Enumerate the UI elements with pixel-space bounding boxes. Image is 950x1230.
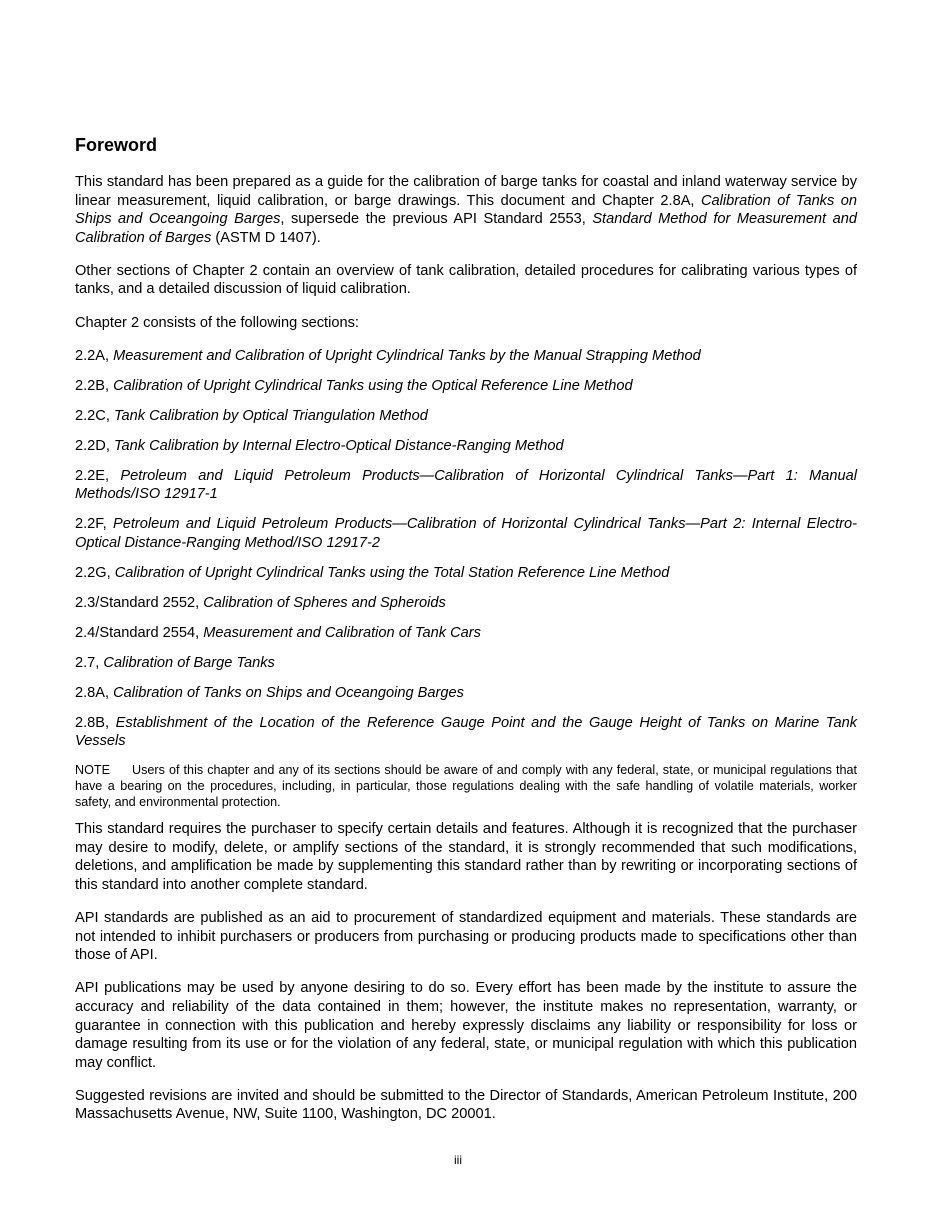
section-title: Calibration of Barge Tanks	[103, 654, 275, 671]
section-number: 2.8A,	[75, 684, 114, 701]
section-title: Measurement and Calibration of Tank Cars	[203, 624, 481, 641]
intro-title-barges: Standard Method for Measurement and Calibration of Barges	[75, 211, 857, 246]
list-item	[75, 347, 857, 366]
page-number: iii	[454, 1153, 462, 1167]
sections-intro: Chapter 2 consists of the following sections:	[75, 314, 359, 331]
list-item	[75, 594, 857, 613]
section-number: 2.2C,	[75, 407, 114, 424]
section-number: 2.7,	[75, 654, 104, 671]
standards-paragraph: API standards are published as an aid to procurement of standardized equipment and materials. These standards are not intended to inhibit purchasers or producers from purchasing or producing products made to specifications other than those of API.	[75, 910, 857, 964]
intro-text-1: This standard has been prepared as a guide for the calibration of barge tanks for coastal and inland waterway service by linear measurement, liquid calibration, or barge drawings. This document and Chapter 2.8A,	[75, 174, 857, 209]
section-number: 2.2D,	[75, 437, 114, 454]
section-title: Calibration of Upright Cylindrical Tanks using the Total Station Reference Line Method	[114, 564, 670, 581]
list-item	[75, 714, 857, 751]
overview-paragraph: Other sections of Chapter 2 contain an overview of tank calibration, detailed procedures for calibrating various types of tanks, and a detailed discussion of liquid calibration.	[75, 262, 857, 298]
section-number: 2.4/Standard 2554,	[75, 624, 204, 641]
purchaser-paragraph: This standard requires the purchaser to specify certain details and features. Although it is recognized that the purchaser may desire to modify, delete, or amplify sections of the standard, it is strongly recommended that such modifications, deletions, and amplification be made by supplementing this standard rather than by rewriting or incorporating sections of this standard into another complete standard.	[75, 821, 857, 894]
section-number: 2.2F,	[75, 516, 113, 533]
section-title: Calibration of Tanks on Ships and Oceangoing Barges	[113, 684, 464, 701]
list-item	[75, 467, 857, 504]
section-number: 2.2A,	[75, 347, 114, 364]
page-title: Foreword	[75, 135, 158, 155]
list-item	[75, 377, 857, 396]
note-label: NOTE	[75, 763, 110, 778]
list-item	[75, 654, 857, 673]
section-number: 2.8B,	[75, 714, 116, 731]
list-item	[75, 407, 857, 426]
section-title: Petroleum and Liquid Petroleum Products—Calibration of Horizontal Cylindrical Tanks—Part 2: Internal Electro-Optical Distance-Ranging Method/ISO 12917-2	[75, 516, 857, 551]
revisions-paragraph: Suggested revisions are invited and should be submitted to the Director of Standards, American Petroleum Institute, 200 Massachusetts Avenue, NW, Suite 1100, Washington, DC 20001.	[75, 1087, 857, 1123]
section-title: Calibration of Spheres and Spheroids	[203, 594, 446, 611]
note-block	[75, 762, 857, 810]
sections-list	[75, 347, 857, 751]
section-title: Tank Calibration by Optical Triangulation Method	[113, 407, 428, 424]
disclaimer-paragraph: API publications may be used by anyone desiring to do so. Every effort has been made by the institute to assure the accuracy and reliability of the data contained in them; however, the institute makes no representation, warranty, or guarantee in connection with this publication and hereby expressly disclaims any liability or responsibility for loss or damage resulting from its use or for the violation of any federal, state, or municipal regulation with which this publication may conflict.	[75, 980, 857, 1071]
section-number: 2.3/Standard 2552,	[75, 594, 204, 611]
intro-title-ships: Calibration of Tanks on Ships and Oceangoing Barges	[75, 192, 857, 228]
list-item	[75, 515, 857, 552]
section-number: 2.2B,	[75, 377, 114, 394]
intro-text-3: (ASTM D 1407).	[211, 229, 321, 246]
list-item	[75, 437, 857, 456]
document-page	[75, 134, 857, 1139]
section-title: Establishment of the Location of the Reference Gauge Point and the Gauge Height of Tanks on Marine Tank Vessels	[75, 714, 857, 750]
note-text: Users of this chapter and any of its sections should be aware of and comply with any federal, state, or municipal regulations that have a bearing on the procedures, including, in particular, those regulations dealing with the safe handling of volatile materials, worker safety, and environmental protection.	[75, 763, 857, 810]
section-title: Measurement and Calibration of Upright Cylindrical Tanks by the Manual Strapping Method	[113, 347, 701, 364]
list-item	[75, 684, 857, 703]
section-title: Tank Calibration by Internal Electro-Optical Distance-Ranging Method	[113, 437, 564, 454]
intro-text-2: , supersede the previous API Standard 2553,	[280, 211, 593, 228]
section-number: 2.2E,	[75, 467, 121, 484]
section-title: Petroleum and Liquid Petroleum Products—Calibration of Horizontal Cylindrical Tanks—Part 1: Manual Methods/ISO 12917-1	[75, 467, 858, 503]
section-title: Calibration of Upright Cylindrical Tanks using the Optical Reference Line Method	[113, 377, 633, 394]
list-item	[75, 564, 857, 583]
list-item	[75, 624, 857, 643]
intro-paragraph	[75, 173, 857, 247]
section-number: 2.2G,	[75, 564, 115, 581]
